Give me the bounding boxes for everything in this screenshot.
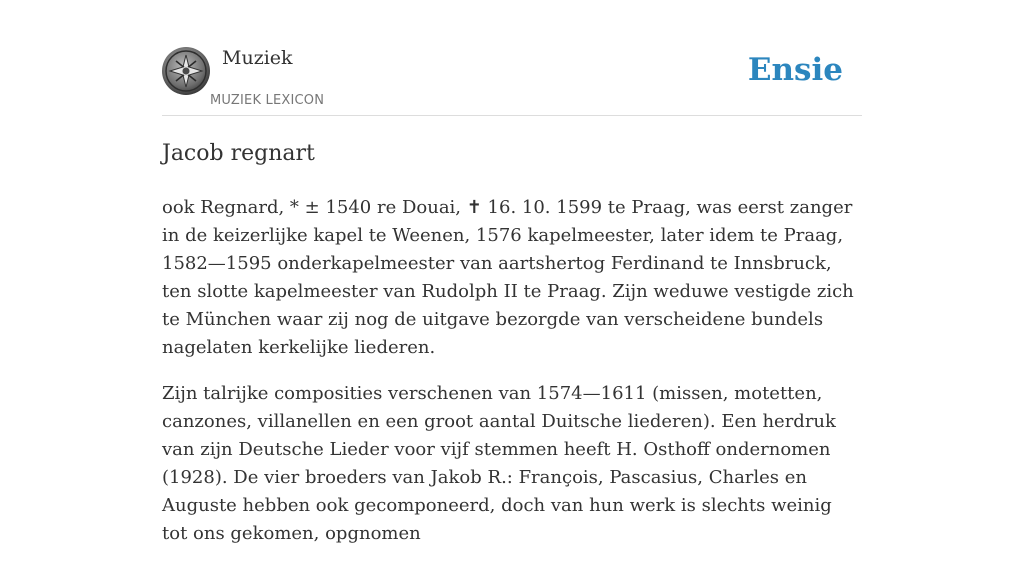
- site-header: [162, 44, 862, 116]
- article: [162, 136, 862, 566]
- page-title: Jacob regnart: [162, 141, 315, 166]
- article-paragraph: ook Regnard, * ± 1540 re Douai, ✝ 16. 10. 1599 te Praag, was eerst zanger in de keizerlijke kapel te Weenen, 1576 kapelmeester, later idem te Praag, 1582—1595 onderkapelmeester van aartshertog Ferdinand te Innsbruck, ten slotte kapelmeester van Rudolph II te Praag. Zijn weduwe vestigde zich te München waar zij nog de uitgave bezorgde van verscheidene bundels nagelaten kerkelijke liederen.: [162, 197, 854, 358]
- article-paragraph: Zijn talrijke composities verschenen van 1574—1611 (missen, motetten, canzones, villanellen en een groot aantal Duitsche liederen). Een herdruk van zijn Deutsche Lieder voor vijf stemmen heeft H. Osthoff ondernomen (1928). De vier broeders van Jakob R.: François, Pascasius, Charles en Auguste hebben ook gecomponeerd, doch van hun werk is slechts weinig tot ons gekomen, opgnomen: [162, 383, 836, 544]
- site-subtitle: MUZIEK LEXICON: [210, 93, 325, 108]
- music-emblem-icon[interactable]: [162, 47, 210, 95]
- site-name[interactable]: Muziek: [222, 47, 293, 69]
- brand-logo[interactable]: Ensie: [747, 52, 843, 88]
